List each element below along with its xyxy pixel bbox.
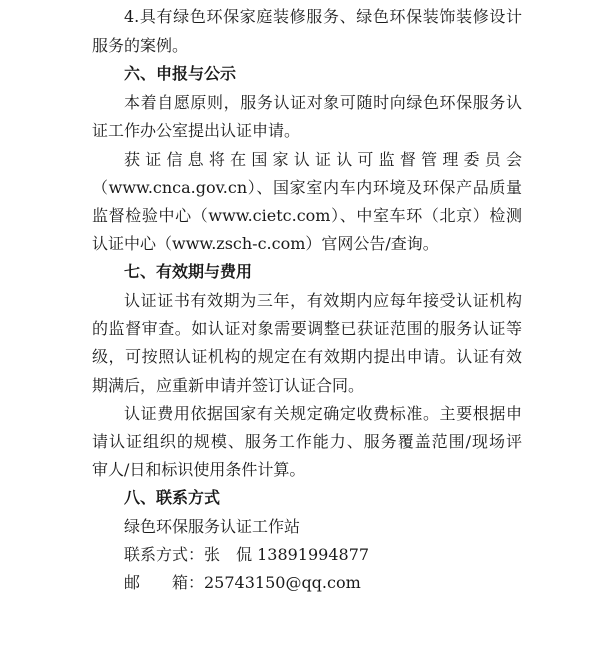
- section-7-paragraph-1-line-4: 期满后，应重新申请并签订认证合同。: [92, 376, 365, 395]
- section-6-paragraph-1-line-2: 证工作办公室提出认证申请。: [92, 121, 301, 140]
- section-7-paragraph-2-line-3: 审人/日和标识使用条件计算。: [92, 460, 306, 479]
- section-6-heading: 六、申报与公示: [124, 64, 237, 83]
- section-7-paragraph-1-line-3: 级，可按照认证机构的规定在有效期内提出申请。认证有效: [92, 347, 522, 366]
- section-6-paragraph-2-line-4: 认证中心（www.zsch-c.com）官网公告/查询。: [92, 234, 439, 253]
- section-6-paragraph-2-line-2: （www.cnca.gov.cn）、国家室内车内环境及环保产品质量: [92, 178, 522, 197]
- email-address: 邮 箱：25743150@qq.com: [124, 573, 361, 592]
- item-4-line-1: 4.具有绿色环保家庭装修服务、绿色环保装饰装修设计: [124, 7, 522, 26]
- section-7-paragraph-2-line-2: 请认证组织的规模、服务工作能力、服务覆盖范围/现场评: [92, 432, 522, 451]
- section-7-paragraph-2-line-1: 认证费用依据国家有关规定确定收费标准。主要根据申: [124, 404, 522, 423]
- section-6-paragraph-2-line-1: 获证信息将在国家认证认可监督管理委员会: [124, 150, 522, 169]
- section-7-paragraph-1-line-1: 认证证书有效期为三年，有效期内应每年接受认证机构: [124, 291, 522, 310]
- section-7-paragraph-1-line-2: 的监督审查。如认证对象需要调整已获证范围的服务认证等: [92, 319, 522, 338]
- section-6-paragraph-2-line-3: 监督检验中心（www.cietc.com）、中室车环（北京）检测: [92, 206, 522, 225]
- section-7-heading: 七、有效期与费用: [124, 262, 253, 281]
- section-6-paragraph-1-line-1: 本着自愿原则，服务认证对象可随时向绿色环保服务认: [124, 93, 522, 112]
- contact-person: 联系方式：张 侃 13891994877: [124, 545, 370, 564]
- section-8-heading: 八、联系方式: [124, 488, 221, 507]
- item-4-line-2: 服务的案例。: [92, 36, 189, 55]
- organization-name: 绿色环保服务认证工作站: [124, 517, 301, 536]
